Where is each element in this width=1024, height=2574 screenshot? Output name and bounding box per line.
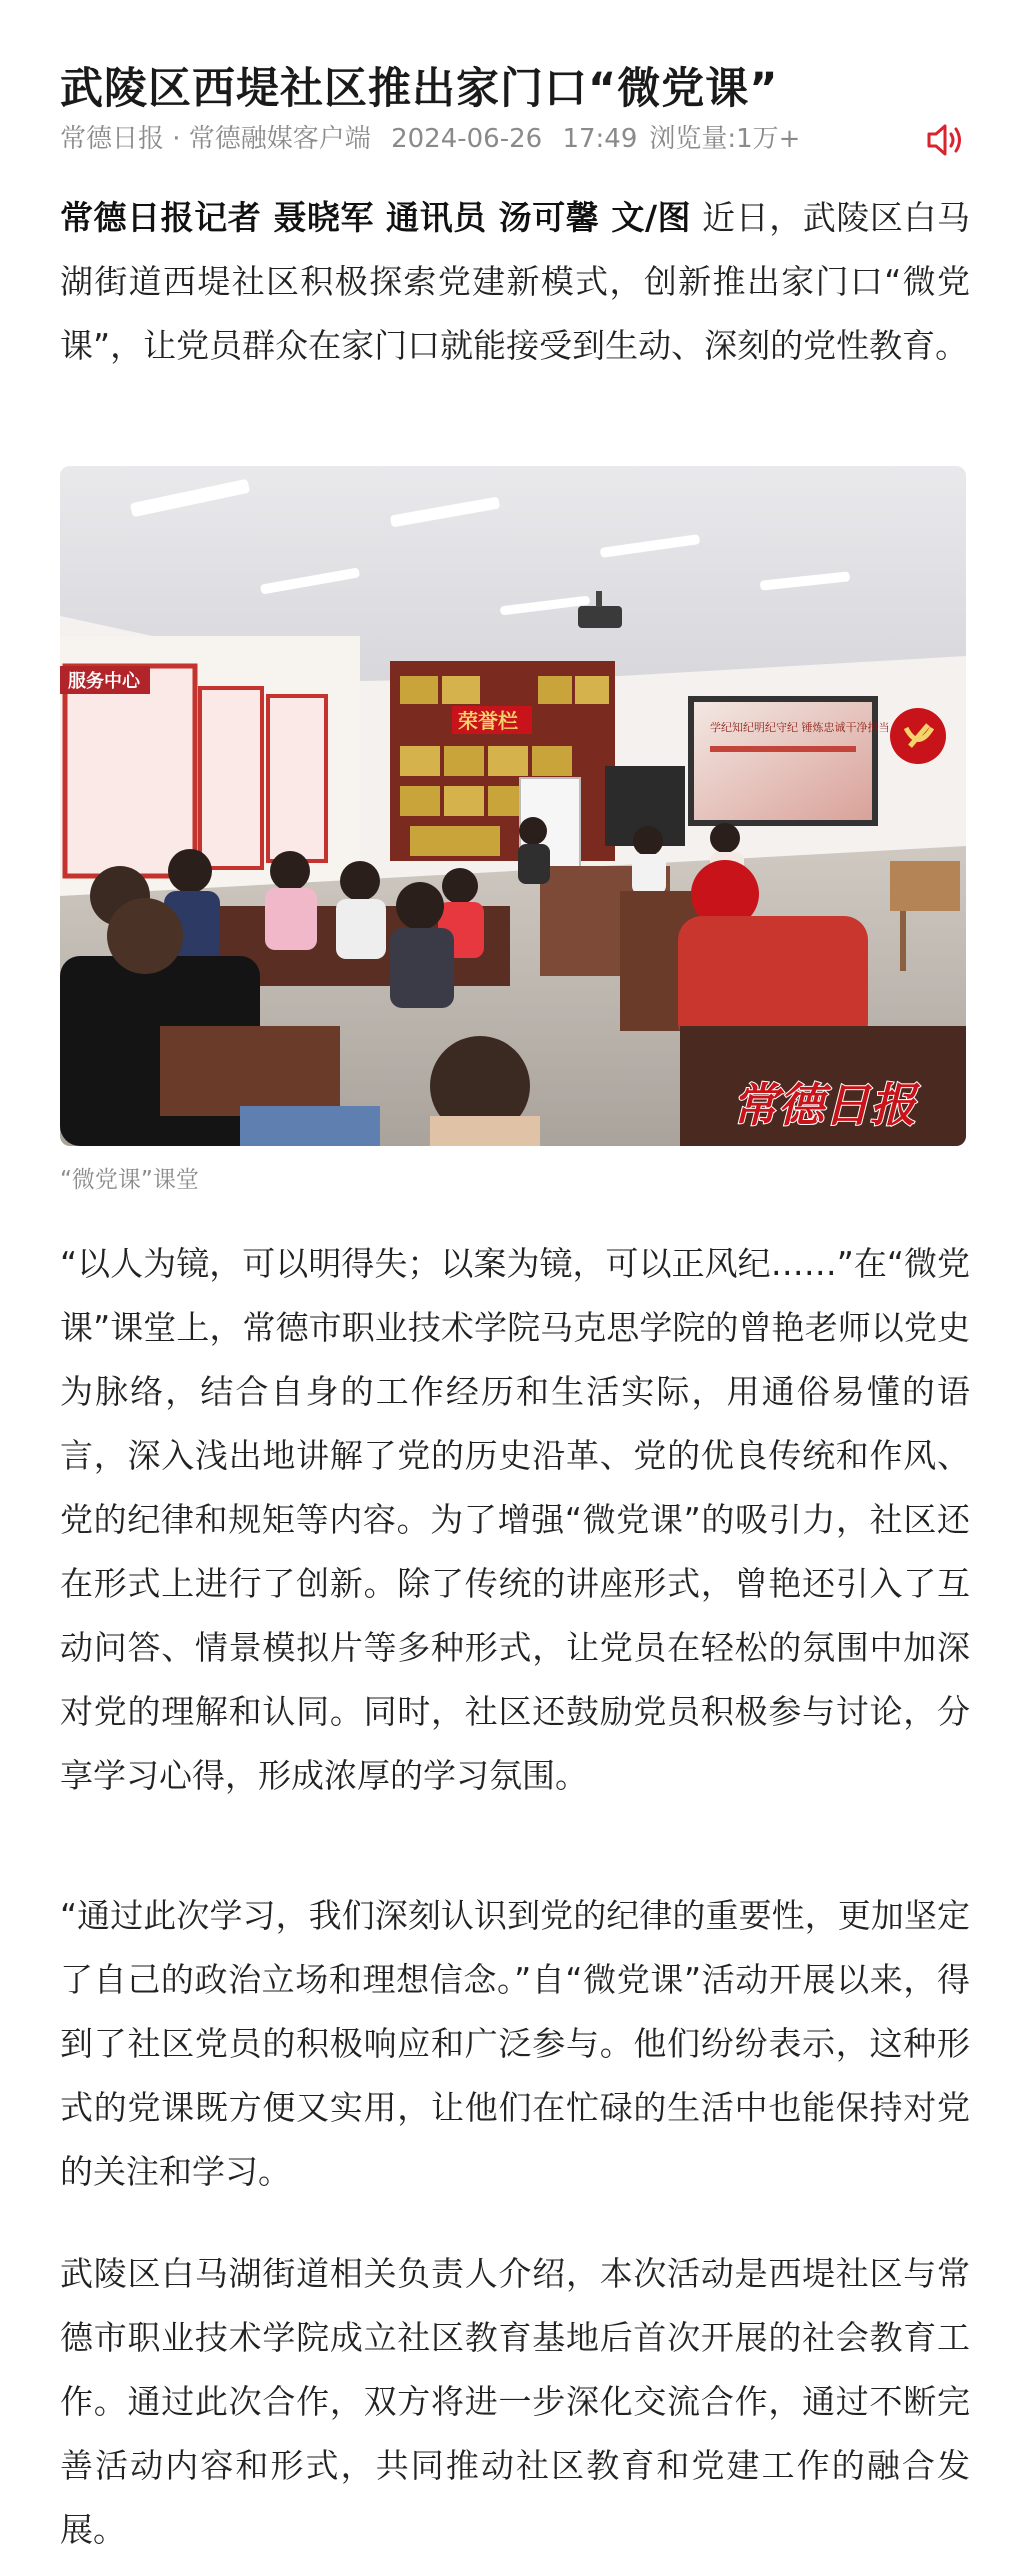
article-source: 常德日报 · 常德融媒客户端 bbox=[60, 124, 371, 154]
photo-caption: “微党课”课堂 bbox=[60, 1167, 199, 1193]
body-paragraph-3: 武陵区白马湖街道相关负责人介绍，本次活动是西堤社区与常德市职业技术学院成立社区教育基地后首次开展的社会教育工作。通过此次合作，双方将进一步深化交流合作，通过不断完善活动内容和形式，共同推动社区教育和党建工作的融合发展。 bbox=[60, 2254, 970, 2549]
article-time: 17:49 bbox=[562, 124, 638, 154]
classroom-scene bbox=[60, 466, 966, 1146]
speaker-icon[interactable] bbox=[925, 122, 965, 158]
screen-slide-title: 学纪知纪明纪守纪 锤炼忠诚干净担当 bbox=[710, 721, 890, 734]
byline: 常德日报记者 聂晓军 通讯员 汤可馨 文/图 bbox=[60, 198, 692, 237]
lead-text: 近日，武陵区白马湖街道西堤社区积极探索党建新模式，创新推出家门口“微党课”，让党员群众在家门口就能接受到生动、深刻的党性教育。 bbox=[60, 198, 970, 365]
body-paragraph-1: “以人为镜，可以明得失；以案为镜，可以正风纪……”在“微党课”课堂上，常德市职业技术学院马克思学院的曾艳老师以党史为脉络，结合自身的工作经历和生活实际，用通俗易懂的语言，深入浅出地讲解了党的历史沿革、党的优良传统和作风、党的纪律和规矩等内容。为了增强“微党课”的吸引力，社区还在形式上进行了创新。除了传统的讲座形式，曾艳还引入了互动问答、情景模拟片等多种形式，让党员在轻松的氛围中加深对党的理解和认同。同时，社区还鼓励党员积极参与讨论，分享学习心得，形成浓厚的学习氛围。 bbox=[60, 1244, 970, 1795]
article-photo bbox=[60, 466, 966, 1146]
newspaper-watermark: 常德日报 bbox=[732, 1078, 916, 1132]
service-center-sign: 服务中心 bbox=[68, 671, 140, 692]
article-meta bbox=[60, 114, 812, 164]
lead-paragraph bbox=[60, 186, 970, 378]
view-count: 浏览量:1万+ bbox=[649, 124, 801, 154]
honor-board-sign: 荣誉栏 bbox=[458, 709, 518, 733]
article-date: 2024-06-26 bbox=[391, 124, 543, 154]
body-paragraph-2: “通过此次学习，我们深刻认识到党的纪律的重要性，更加坚定了自己的政治立场和理想信念。”自“微党课”活动开展以来，得到了社区党员的积极响应和广泛参与。他们纷纷表示，这种形式的党课既方便又实用，让他们在忙碌的生活中也能保持对党的关注和学习。 bbox=[60, 1896, 970, 2191]
article-title: 武陵区西堤社区推出家门口“微党课” bbox=[60, 63, 779, 114]
